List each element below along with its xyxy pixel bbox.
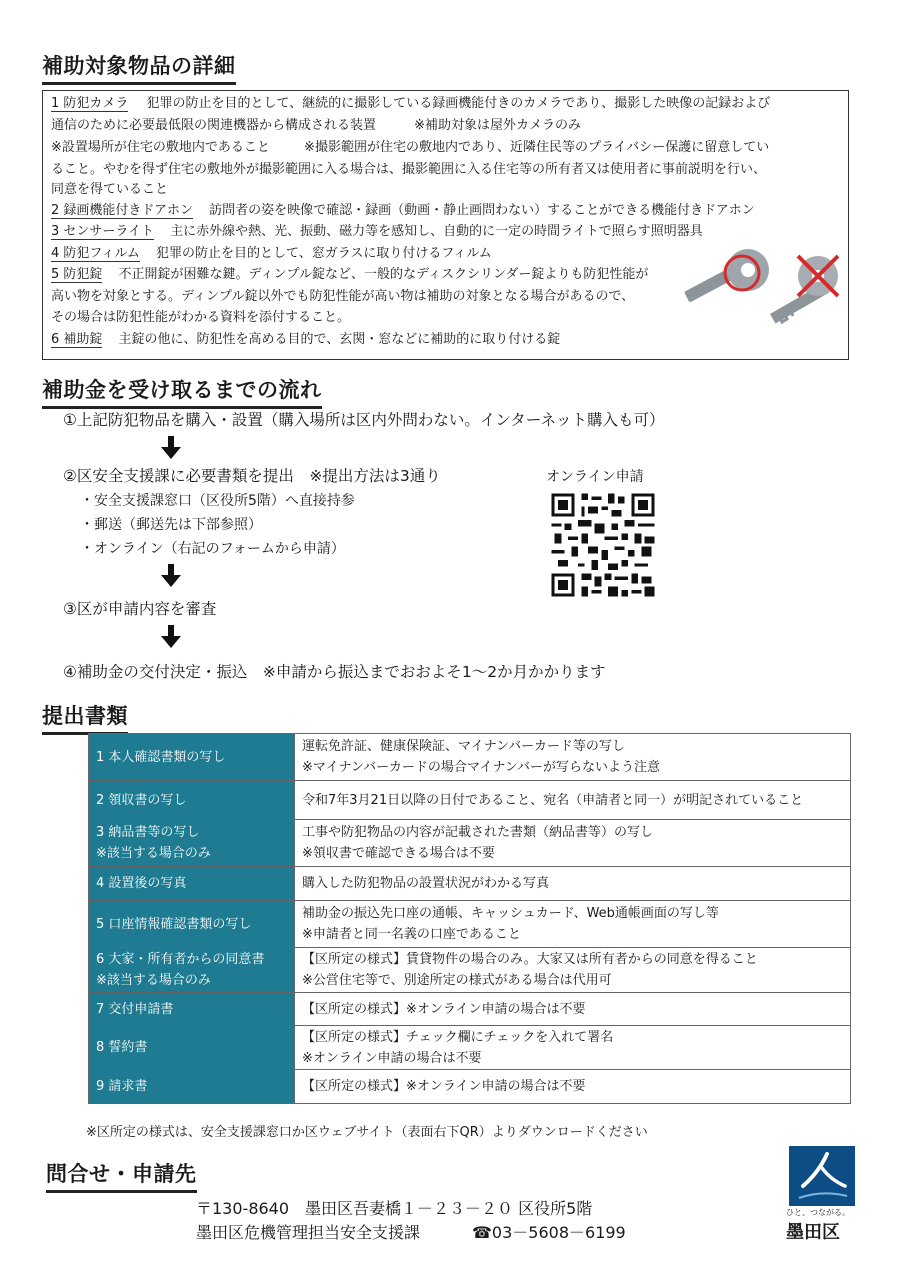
documents-section-title: 提出書類 (42, 700, 128, 735)
document-requirement-cell (295, 1070, 851, 1104)
contact-address: 〒130-8640 墨田区吾妻橋１－２３－２０ 区役所5階 (196, 1199, 593, 1218)
item1-line1 (51, 95, 770, 113)
logo-symbol-icon (789, 1146, 855, 1206)
item1-text2a: 通信のために必要最低限の関連機器から構成される装置 (51, 118, 377, 133)
document-label-cell (89, 867, 295, 901)
documents-row (89, 1070, 851, 1104)
flow-step4: ④補助金の交付決定・振込 ※申請から振込までおおよそ1～2か月かかります (63, 663, 606, 681)
item1-line3 (51, 139, 769, 157)
flow-section-title: 補助金を受け取るまでの流れ (42, 374, 322, 409)
document-label: 5 口座情報確認書類の写し (96, 916, 252, 932)
item3-label: 3 センサーライト (51, 224, 155, 239)
item5-label: 5 防犯錠 (51, 267, 103, 282)
item1-text5: 同意を得ていること (51, 182, 169, 197)
document-label-cell (89, 948, 295, 993)
document-requirement: ※公営住宅等で、別途所定の様式がある場合は代用可 (302, 973, 612, 988)
document-requirement: 工事や防犯物品の内容が記載された書類（納品書等）の写し (302, 825, 654, 840)
documents-row (89, 901, 851, 948)
item1-text4: ること。やむを得ず住宅の敷地外が撮影範囲に入る場合は、撮影範囲に入る住宅等の所有者又は使用者に事前説明を行い、 (51, 162, 767, 177)
document-requirement-cell (295, 867, 851, 901)
document-requirement: ※領収書で確認できる場合は不要 (302, 846, 495, 861)
document-label: 9 請求書 (96, 1079, 148, 1094)
document-requirement: 運転免許証、健康保険証、マイナンバーカード等の写し (302, 739, 625, 754)
item1-label: 1 防犯カメラ (51, 96, 129, 111)
document-label-cell (89, 993, 295, 1026)
document-requirement: 補助金の振込先口座の通帳、キャッシュカード、Web通帳画面の写し等 (302, 906, 719, 921)
documents-row (89, 781, 851, 820)
document-requirement: 【区所定の様式】※オンライン申請の場合は不要 (302, 1079, 586, 1094)
document-requirement-cell (295, 901, 851, 948)
document-label-cell (89, 781, 295, 820)
document-requirement: 購入した防犯物品の設置状況がわかる写真 (302, 876, 550, 891)
document-requirement: 【区所定の様式】※オンライン申請の場合は不要 (302, 1001, 586, 1017)
contact-section-title: 問合せ・申請先 (46, 1158, 197, 1193)
document-requirement-cell (295, 948, 851, 993)
flow-step1: ①上記防犯物品を購入・設置（購入場所は区内外問わない。インターネット購入も可） (63, 411, 665, 429)
document-label: ※該当する場合のみ (96, 846, 211, 861)
item5-text2: 高い物を対象とする。ディンプル錠以外でも防犯性能が高い物は補助の対象となる場合があるので、 (51, 289, 635, 304)
details-section-title: 補助対象物品の詳細 (42, 50, 236, 85)
document-requirement: 令和7年3月21日以降の日付であること、宛名（申請者と同一）が明記されていること (302, 792, 804, 808)
item1-text1: 犯罪の防止を目的として、継続的に撮影している録画機能付きのカメラであり、撮影した映像の記録および (146, 96, 771, 111)
logo-tagline: ひと、つながる。 (786, 1208, 850, 1217)
item6-line (51, 331, 560, 349)
document-label: 7 交付申請書 (96, 1001, 174, 1017)
item4-label: 4 防犯フィルム (51, 246, 140, 261)
documents-row (89, 948, 851, 993)
documents-table (88, 733, 851, 1104)
document-requirement: ※申請者と同一名義の口座であること (302, 927, 521, 942)
contact-department: 墨田区危機管理担当安全支援課 (196, 1223, 421, 1242)
document-label: 1 本人確認書類の写し (96, 749, 226, 765)
item5-text3: その場合は防犯性能がわかる資料を添付すること。 (51, 310, 351, 325)
keys-illustration (678, 248, 846, 334)
document-label: 4 設置後の写真 (96, 876, 187, 891)
document-requirement-cell (295, 734, 851, 781)
flow-step2-option1: ・安全支援課窓口（区役所5階）へ直接持参 (80, 493, 355, 509)
contact-phone: ☎03－5608－6199 (472, 1223, 626, 1242)
document-requirement-cell (295, 820, 851, 867)
documents-note: ※区所定の様式は、安全支援課窓口か区ウェブサイト（表面右下QR）よりダウンロードください (86, 1125, 648, 1140)
documents-row (89, 993, 851, 1026)
document-label: 3 納品書等の写し (96, 825, 200, 840)
item3-line (51, 223, 703, 241)
item3-text: 主に赤外線や熱、光、振動、磁力等を感知し、自動的に一定の時間ライトで照らす照明器具 (170, 224, 703, 239)
document-requirement-cell (295, 993, 851, 1026)
document-label: 8 誓約書 (96, 1040, 148, 1055)
arrow-down-icon (161, 436, 181, 460)
cylinder-key-icon (770, 256, 838, 324)
document-requirement-cell (295, 1026, 851, 1070)
item6-text: 主錠の他に、防犯性を高める目的で、玄関・窓などに補助的に取り付ける錠 (118, 332, 561, 347)
arrow-down-icon (161, 625, 181, 649)
dimple-key-icon (684, 249, 769, 303)
item4-text: 犯罪の防止を目的として、窓ガラスに取り付けるフィルム (155, 246, 492, 261)
item6-label: 6 補助錠 (51, 332, 103, 347)
document-label-cell (89, 1026, 295, 1070)
document-requirement: 【区所定の様式】チェック欄にチェックを入れて署名 (302, 1029, 614, 1045)
item4-line (51, 245, 492, 263)
document-requirement: 【区所定の様式】賃貸物件の場合のみ。大家又は所有者からの同意を得ること (302, 952, 758, 967)
documents-row (89, 867, 851, 901)
document-requirement: ※オンライン申請の場合は不要 (302, 1050, 482, 1066)
item1-text3a: ※設置場所が住宅の敷地内であること (51, 140, 270, 155)
item5-line1 (51, 266, 648, 284)
document-label-cell (89, 820, 295, 867)
document-label-cell (89, 1070, 295, 1104)
documents-row (89, 734, 851, 781)
flow-step2: ②区安全支援課に必要書類を提出 ※提出方法は3通り (63, 467, 441, 485)
item2-text: 訪問者の姿を映像で確認・録画（動画・静止画問わない）することができる機能付きドアホン (209, 203, 755, 218)
qr-code-icon[interactable] (548, 490, 658, 600)
document-label-cell (89, 901, 295, 948)
document-requirement: ※マイナンバーカードの場合マイナンバーが写らないよう注意 (302, 760, 660, 775)
sumida-logo-mark (789, 1146, 855, 1206)
documents-row (89, 1026, 851, 1070)
flow-step2-option2: ・郵送（郵送先は下部参照） (80, 517, 262, 533)
document-requirement-cell (295, 781, 851, 820)
item1-text2b: ※補助対象は屋外カメラのみ (414, 118, 582, 133)
document-label: ※該当する場合のみ (96, 973, 211, 988)
online-application-label: オンライン申請 (546, 469, 644, 485)
flow-step3: ③区が申請内容を審査 (63, 600, 217, 618)
document-label: 2 領収書の写し (96, 792, 187, 808)
item5-text1: 不正開錠が困難な鍵。ディンプル錠など、一般的なディスクシリンダー錠よりも防犯性能が (118, 267, 649, 282)
item2-label: 2 録画機能付きドアホン (51, 203, 194, 218)
flow-step2-option3: ・オンライン（右記のフォームから申請） (80, 541, 345, 557)
document-label-cell (89, 734, 295, 781)
logo-name: 墨田区 (786, 1222, 840, 1243)
item1-line2 (51, 117, 581, 135)
item1-text3b: ※撮影範囲が住宅の敷地内であり、近隣住民等のプライバシー保護に留意してい (304, 140, 770, 155)
arrow-down-icon (161, 564, 181, 588)
document-label: 6 大家・所有者からの同意書 (96, 952, 265, 967)
item2-line (51, 202, 755, 220)
documents-row (89, 820, 851, 867)
